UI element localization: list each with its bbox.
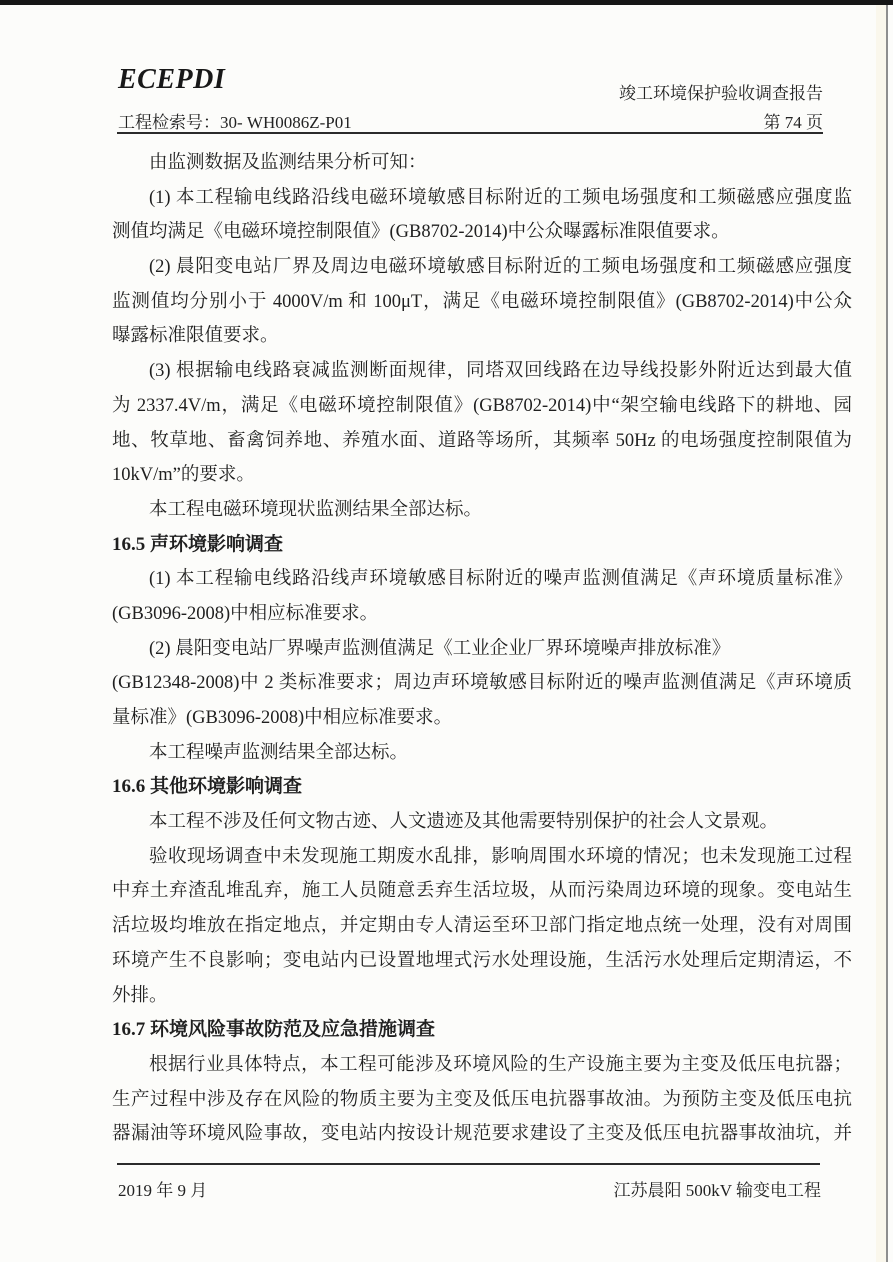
paragraph-line: 生产过程中涉及存在风险的物质主要为主变及低压电抗器事故油。为预防主变及低压电抗 [112, 1089, 852, 1110]
body-paragraph [112, 805, 852, 840]
footer-rule [117, 1163, 820, 1165]
paragraph-line: 曝露标准限值要求。 [112, 326, 279, 347]
paragraph-line: 本工程不涉及任何文物古迹、人文遗迹及其他需要特别保护的社会人文景观。 [149, 812, 779, 833]
paragraph-line: 为 2337.4V/m，满足《电磁环境控制限值》(GB8702-2014)中“架空输电线路下的耕地、园 [112, 395, 852, 416]
footer-date: 2019 年 9 月 [118, 1181, 208, 1200]
body-paragraph [112, 493, 852, 528]
paragraph-line: 环境产生不良影响；变电站内已设置地埋式污水处理设施，生活污水处理后定期清运，不 [112, 950, 852, 971]
heading-line: 16.5 声环境影响调查 [112, 533, 284, 555]
paragraph-line: 根据行业具体特点，本工程可能涉及环境风险的生产设施主要为主变及低压电抗器； [149, 1054, 852, 1075]
paragraph-line: 外排。 [112, 985, 168, 1006]
paragraph-line: 量标准》(GB3096-2008)中相应标准要求。 [112, 708, 453, 728]
body-paragraph [112, 354, 852, 493]
section-heading [112, 528, 852, 563]
report-title: 竣工环境保护验收调查报告 [619, 84, 823, 103]
company-logo: ECEPDI [118, 64, 226, 95]
body-paragraph [112, 632, 852, 736]
paragraph-line: (2) 晨阳变电站厂界噪声监测值满足《工业企业厂界环境噪声排放标准》 [149, 638, 731, 659]
body-paragraph [112, 562, 852, 631]
section-heading [112, 770, 852, 805]
paragraph-line: 器漏油等环境风险事故，变电站内按设计规范要求建设了主变及低压电抗器事故油坑，并 [112, 1124, 852, 1145]
footer-project: 江苏晨阳 500kV 输变电工程 [613, 1181, 821, 1200]
body-paragraph [112, 1048, 852, 1152]
paragraph-line: (1) 本工程输电线路沿线电磁环境敏感目标附近的工频电场强度和工频磁感应强度监 [149, 187, 852, 208]
section-heading [112, 1013, 852, 1048]
heading-line: 16.6 其他环境影响调查 [112, 776, 303, 798]
paragraph-line: 本工程噪声监测结果全部达标。 [149, 742, 409, 763]
page-number: 第 74 页 [763, 113, 823, 132]
paragraph-line: 本工程电磁环境现状监测结果全部达标。 [149, 499, 483, 520]
paragraph-line: (GB3096-2008)中相应标准要求。 [112, 603, 379, 624]
paragraph-line: 10kV/m”的要求。 [112, 465, 255, 486]
paragraph-line: 验收现场调查中未发现施工期废水乱排，影响周围水环境的情况；也未发现施工过程 [149, 846, 852, 867]
body-paragraph [112, 840, 852, 1013]
paragraph-line: (3) 根据输电线路衰减监测断面规律，同塔双回线路在边导线投影外附近达到最大值 [149, 361, 852, 382]
paragraph-line: 地、牧草地、畜禽饲养地、养殖水面、道路等场所，其频率 50Hz 的电场强度控制限值为 [112, 430, 852, 451]
paragraph-line: 由监测数据及监测结果分析可知： [149, 153, 427, 173]
header-rule [117, 132, 823, 134]
heading-line: 16.7 环境风险事故防范及应急措施调查 [112, 1019, 436, 1041]
doc-number: 工程检索号：30- WH0086Z-P01 [118, 113, 352, 132]
paragraph-line: 测值均满足《电磁环境控制限值》(GB8702-2014)中公众曝露标准限值要求。 [112, 222, 730, 243]
paragraph-line: 中弃土弃渣乱堆乱弃，施工人员随意丢弃生活垃圾，从而污染周边环境的现象。变电站生 [112, 881, 852, 902]
paragraph-line: (1) 本工程输电线路沿线声环境敏感目标附近的噪声监测值满足《声环境质量标准》 [149, 569, 852, 590]
body-paragraph [112, 250, 852, 354]
paragraph-line: 监测值均分别小于 4000V/m 和 100μT，满足《电磁环境控制限值》(GB8702-2014)中公众 [112, 291, 852, 312]
body-paragraph [112, 146, 852, 181]
body-paragraph [112, 181, 852, 250]
paragraph-line: 活垃圾均堆放在指定地点，并定期由专人清运至环卫部门指定地点统一处理，没有对周围 [112, 916, 852, 937]
scan-right-edge-line [886, 5, 888, 1262]
scan-right-tint [876, 5, 886, 1262]
paragraph-line: (2) 晨阳变电站厂界及周边电磁环境敏感目标附近的工频电场强度和工频磁感应强度 [149, 257, 852, 278]
document-body [112, 146, 852, 1152]
body-paragraph [112, 736, 852, 771]
scan-top-edge [0, 0, 893, 5]
paragraph-line: (GB12348-2008)中 2 类标准要求；周边声环境敏感目标附近的噪声监测值满足《声环境质 [112, 673, 852, 694]
